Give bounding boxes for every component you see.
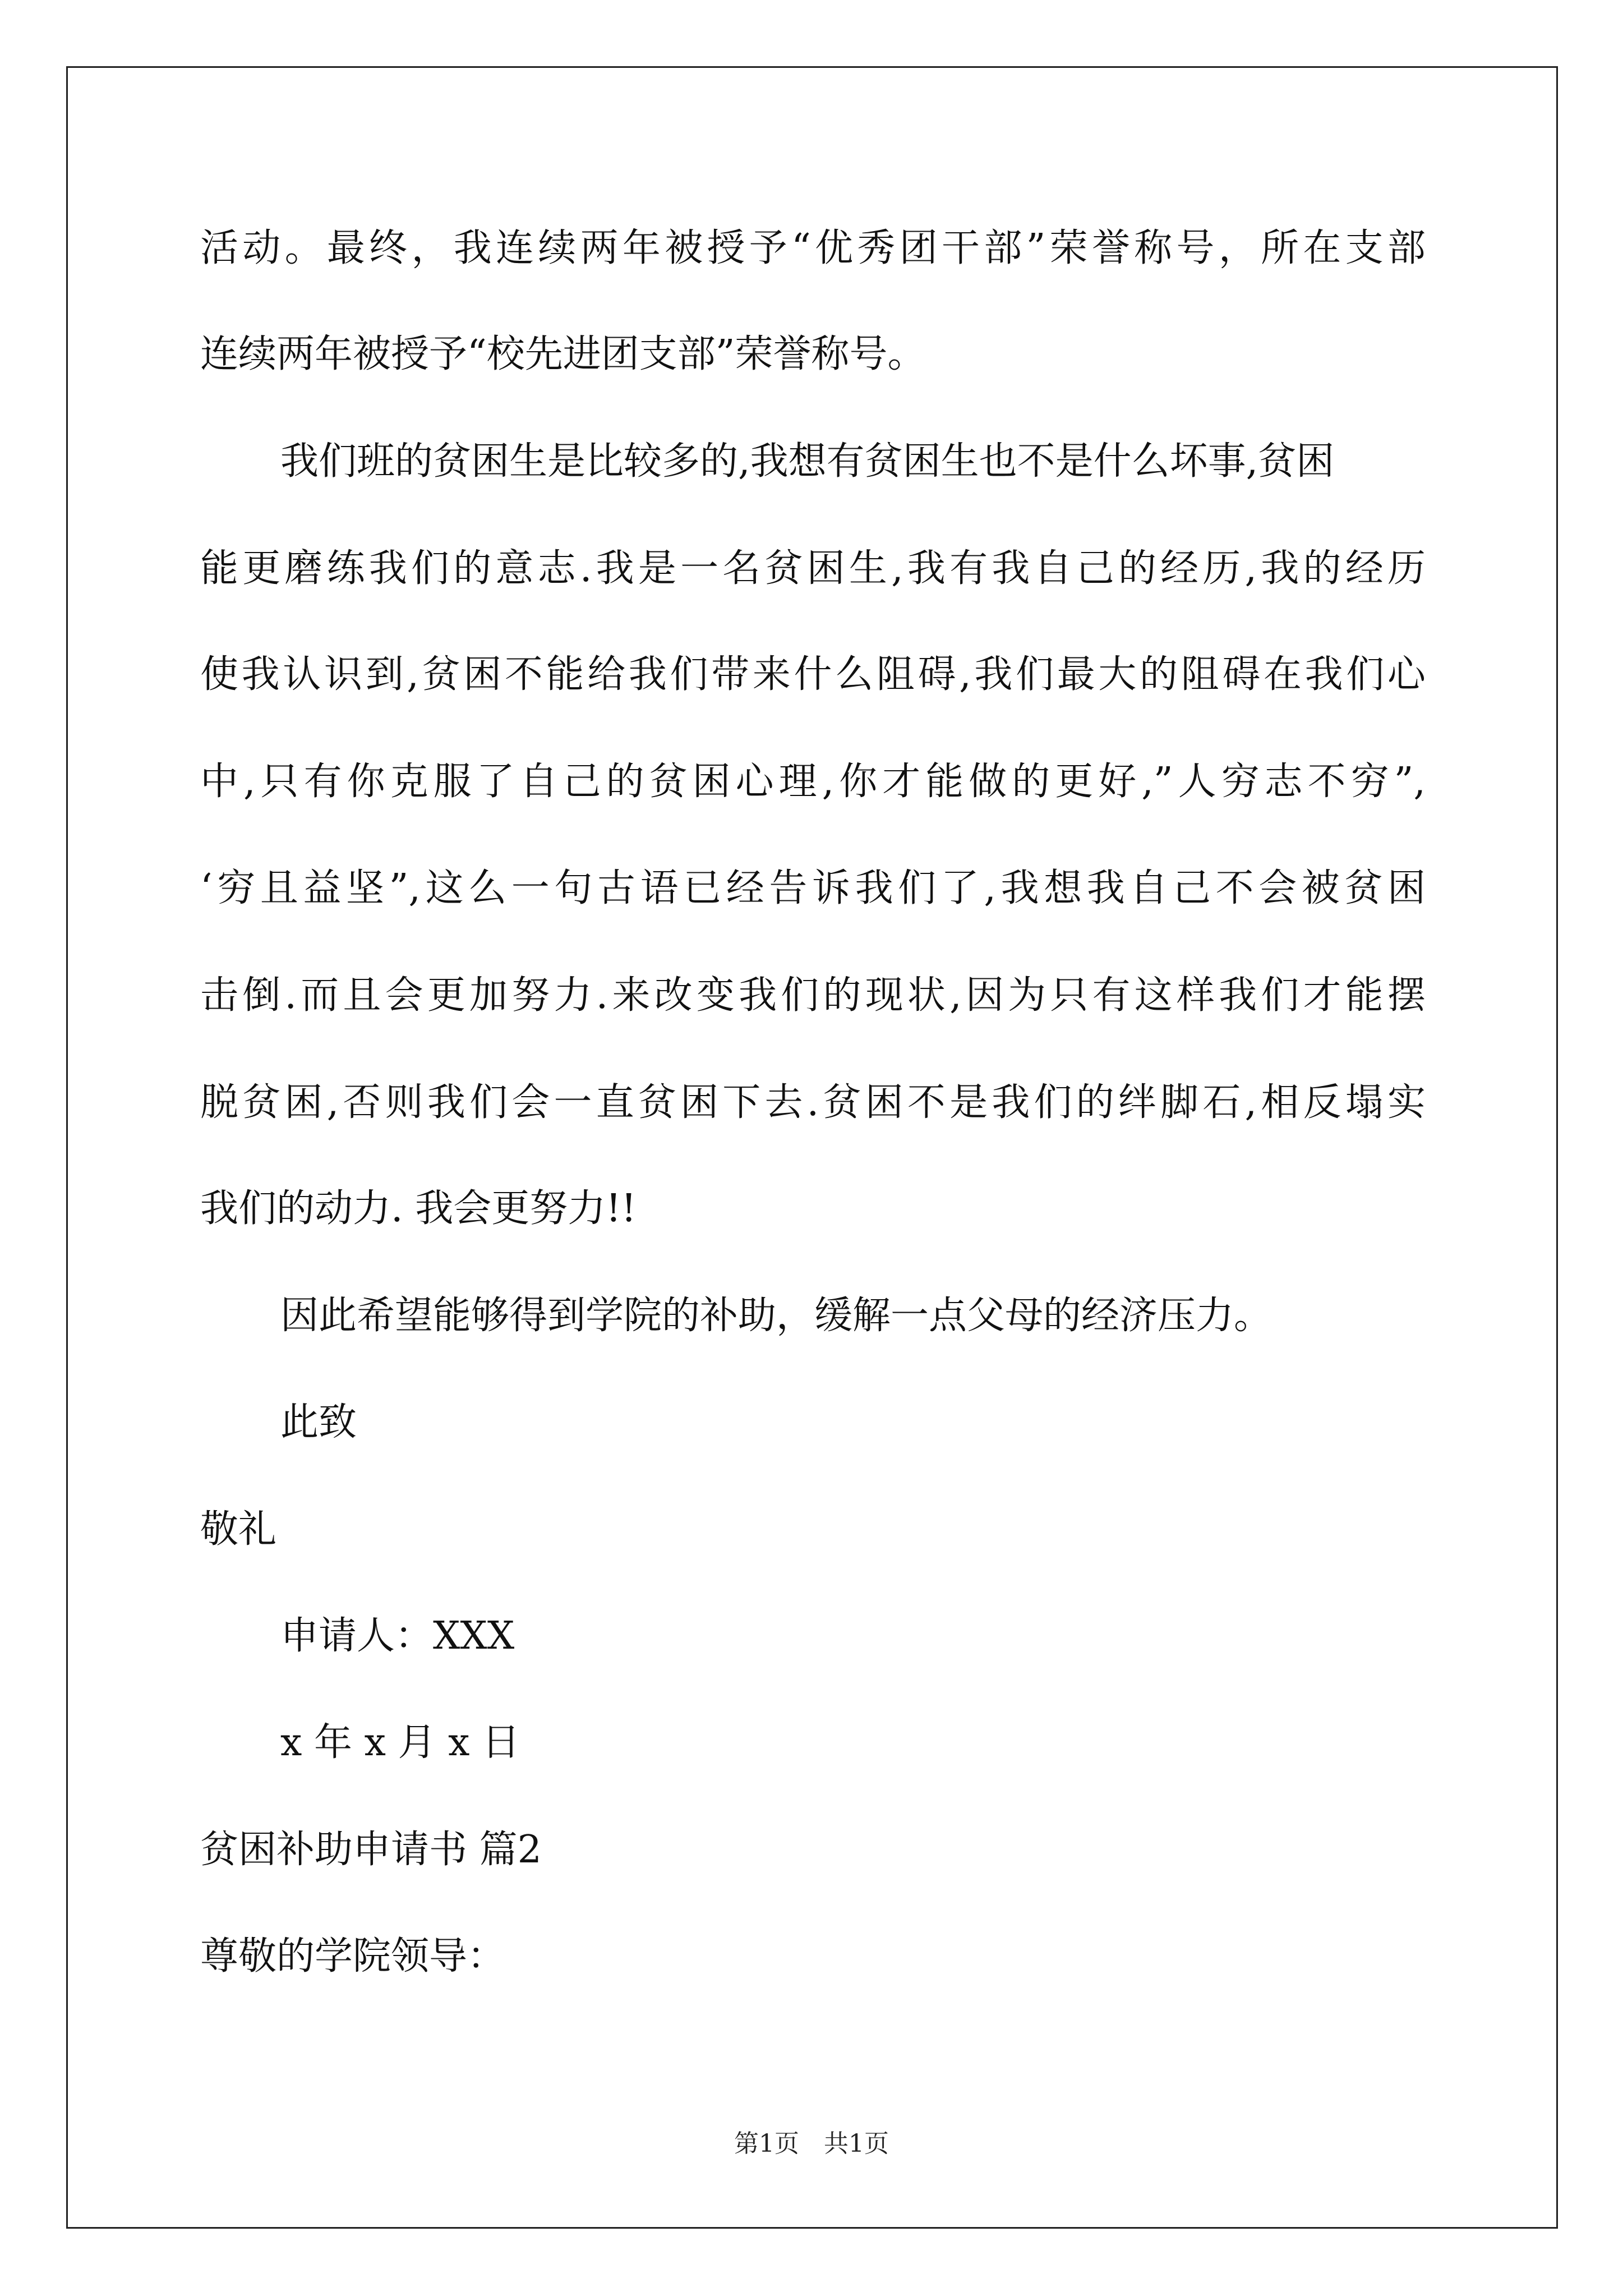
body-line-8: 击倒.而且会更加努力.来改变我们的现状,因为只有这样我们才能摆 (200, 973, 1426, 1018)
body-line-6: 中,只有你克服了自己的贫困心理,你才能做的更好,”人穷志不穷”, (200, 760, 1426, 804)
body-line-11: 因此希望能够得到学院的补助，缓解一点父母的经济压力。 (280, 1294, 1272, 1338)
applicant-signature: 申请人：XXX (280, 1614, 515, 1658)
body-line-2: 连续两年被授予“校先进团支部”荣誉称号。 (200, 332, 926, 376)
section-heading: 贫困补助申请书 篇2 (200, 1828, 542, 1872)
body-line-10: 我们的动力. 我会更努力!! (200, 1186, 637, 1231)
page-border (66, 66, 1558, 2229)
closing-salutation: 此致 (280, 1400, 357, 1444)
body-line-3: 我们班的贫困生是比较多的,我想有贫困生也不是什么坏事,贫困 (280, 439, 1335, 484)
body-line-4: 能更磨练我们的意志.我是一名贫困生,我有我自己的经历,我的经历 (200, 546, 1426, 591)
page-number-footer: 第1页 共1页 (734, 2129, 889, 2158)
body-line-9: 脱贫困,否则我们会一直贫困下去.贫困不是我们的绊脚石,相反塌实 (200, 1080, 1426, 1125)
body-line-1: 活动。最终，我连续两年被授予“优秀团干部”荣誉称号，所在支部 (200, 226, 1426, 270)
date-line: x 年 x 月 x 日 (280, 1720, 520, 1765)
body-line-5: 使我认识到,贫困不能给我们带来什么阻碍,我们最大的阻碍在我们心 (200, 652, 1426, 697)
closing-regards: 敬礼 (200, 1507, 277, 1552)
body-line-7: ‘穷且益坚”,这么一句古语已经告诉我们了,我想我自己不会被贫困 (200, 866, 1426, 910)
greeting-line: 尊敬的学院领导： (200, 1934, 506, 1978)
